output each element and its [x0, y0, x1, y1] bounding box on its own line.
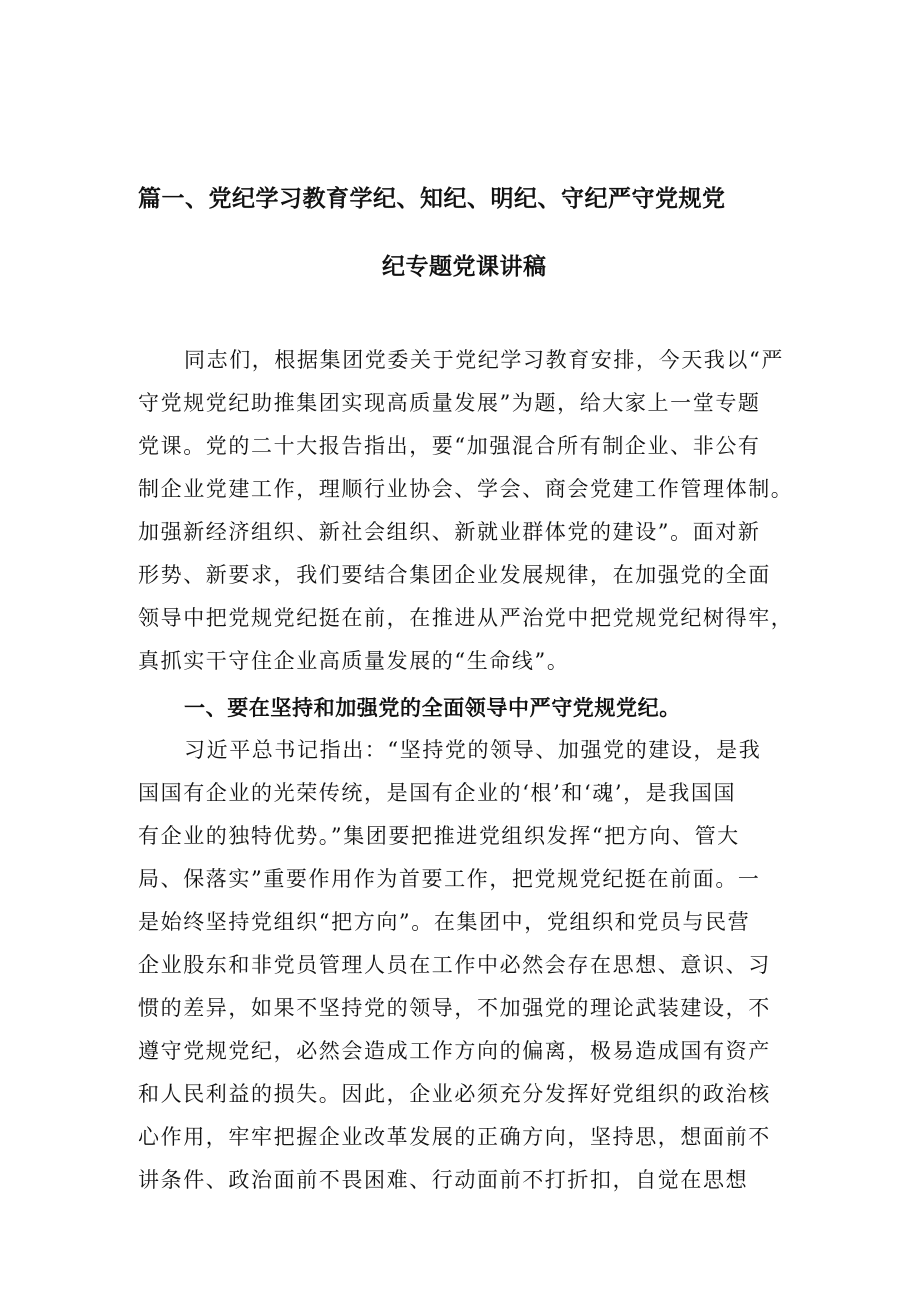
- section-paragraph-line: 企业股东和非党员管理人员在工作中必然会存在思想、意识、习: [138, 953, 771, 977]
- intro-paragraph-line: 真抓实干守住企业高质量发展的“生命线”。: [138, 649, 570, 673]
- intro-paragraph-line: 加强新经济组织、新社会组织、新就业群体党的建设”。面对新: [138, 520, 761, 544]
- document-title-line-1: 篇一、党纪学习教育学纪、知纪、明纪、守纪严守党规党: [138, 186, 726, 212]
- intro-paragraph-line: 制企业党建工作，理顺行业协会、学会、商会党建工作管理体制。: [138, 477, 794, 501]
- intro-paragraph-line: 形势、新要求，我们要结合集团企业发展规律，在加强党的全面: [138, 563, 771, 587]
- section-paragraph-line: 和人民利益的损失。因此，企业必须充分发挥好党组织的政治核: [138, 1082, 771, 1106]
- intro-paragraph-line: 党课。党的二十大报告指出，要“加强混合所有制企业、非公有: [138, 434, 761, 458]
- intro-paragraph-line: 同志们，根据集团党委关于党纪学习教育安排，今天我以“严: [184, 348, 784, 372]
- section-paragraph-line: 局、保落实”重要作用作为首要工作，把党规党纪挺在前面。一: [138, 867, 761, 891]
- section-paragraph-line: 有企业的独特优势。”集团要把推进党组织发挥“把方向、管大: [138, 824, 740, 848]
- section-paragraph-line: 习近平总书记指出：“坚持党的领导、加强党的建设，是我: [184, 738, 762, 762]
- section-paragraph-line: 讲条件、政治面前不畏困难、行动面前不打折扣，自觉在思想: [138, 1168, 749, 1192]
- section-paragraph-line: 惯的差异，如果不坚持党的领导，不加强党的理论武装建设，不: [138, 996, 771, 1020]
- intro-paragraph-line: 领导中把党规党纪挺在前，在推进从严治党中把党规党纪树得牢，: [138, 606, 794, 630]
- document-title-line-2: 纪专题党课讲稿: [382, 254, 547, 280]
- section-paragraph-line: 是始终坚持党组织“把方向”。在集团中，党组织和党员与民营: [138, 910, 751, 934]
- section-heading: 一、要在坚持和加强党的全面领导中严守党规党纪。: [184, 696, 681, 720]
- intro-paragraph-line: 守党规党纪助推集团实现高质量发展”为题，给大家上一堂专题: [138, 391, 761, 415]
- section-paragraph-line: 心作用，牢牢把握企业改革发展的正确方向，坚持思，想面前不: [138, 1125, 771, 1149]
- section-paragraph-line: 国国有企业的光荣传统，是国有企业的‘根’和‘魂’，是我国国: [138, 781, 737, 805]
- section-paragraph-line: 遵守党规党纪，必然会造成工作方向的偏离，极易造成国有资产: [138, 1039, 771, 1063]
